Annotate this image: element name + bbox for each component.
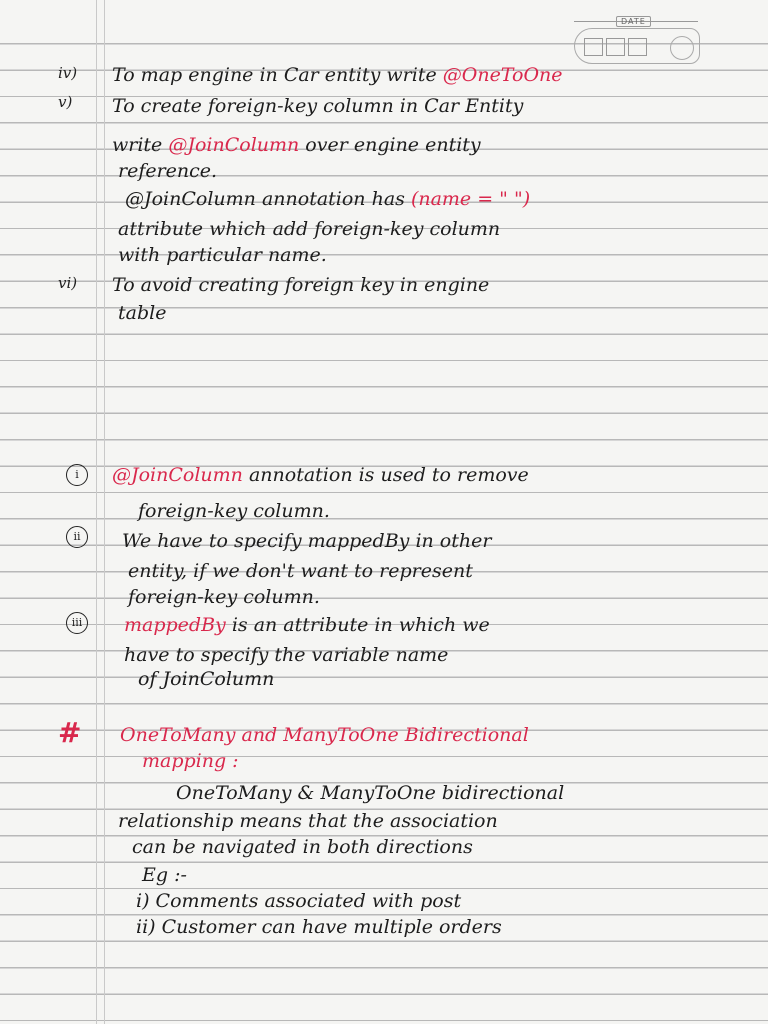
s1-line-5 [125, 188, 530, 210]
s3-body-line-4 [142, 864, 187, 886]
text-run: foreign-key column. [138, 500, 330, 522]
date-cell [628, 38, 647, 56]
s3-body-line-6 [136, 916, 502, 938]
text-run: foreign-key column. [128, 586, 320, 608]
s3-body-line-1 [176, 782, 564, 804]
marker-v: v) [58, 93, 73, 111]
s1-line-3 [112, 134, 481, 156]
circled-marker-ii: ii [66, 526, 88, 548]
marker-iv: iv) [58, 64, 78, 82]
text-run: have to specify the variable name [124, 644, 449, 666]
s1-line-1 [112, 64, 563, 86]
circled-marker-i: i [66, 464, 88, 486]
text-run: annotation is used to remove [242, 464, 529, 486]
s1-line-2 [112, 95, 523, 117]
s1-line-6 [118, 218, 500, 240]
text-run: over engine entity [299, 134, 481, 156]
margin-line-left [96, 0, 97, 1024]
text-run-red: mappedBy [124, 614, 226, 636]
s2-line-8 [138, 668, 274, 690]
body-text: ii) Customer can have multiple orders [136, 916, 502, 938]
s2-line-5 [128, 586, 320, 608]
hash-heading-mark: # [58, 716, 82, 749]
body-text: relationship means that the association [118, 810, 498, 832]
text-run-red: (name = " ") [410, 188, 531, 210]
s1-line-7 [118, 244, 327, 266]
s3-body-line-5 [136, 890, 461, 912]
text-run: entity, if we don't want to represent [128, 560, 473, 582]
s1-line-9 [118, 302, 166, 324]
margin-line-right [104, 0, 105, 1024]
text-run: To map engine in Car entity write [112, 64, 443, 86]
body-text: can be navigated in both directions [132, 836, 473, 858]
heading-text: OneToMany and ManyToOne Bidirectional [120, 724, 529, 746]
body-text: i) Comments associated with post [136, 890, 462, 912]
text-run: attribute which add foreign-key column [118, 218, 501, 240]
text-run-red: @JoinColumn [168, 134, 300, 156]
body-text: Eg :- [142, 864, 187, 886]
date-label: DATE [616, 16, 651, 27]
s1-line-4 [118, 160, 217, 182]
s2-line-4 [128, 560, 473, 582]
text-run: reference. [118, 160, 218, 182]
text-run: of JoinColumn [138, 668, 275, 690]
body-text: OneToMany & ManyToOne bidirectional [176, 782, 565, 804]
text-run-red: @OneToOne [442, 64, 563, 86]
text-run-red: @JoinColumn [112, 464, 243, 486]
date-box [574, 16, 704, 62]
heading-text: mapping : [142, 750, 239, 772]
s2-line-1 [112, 464, 529, 486]
s3-body-line-3 [132, 836, 473, 858]
circled-marker-iii: iii [66, 612, 88, 634]
text-run: table [118, 302, 167, 324]
s2-line-3 [122, 530, 491, 552]
text-run: with particular name. [118, 244, 327, 266]
s3-heading-line-1 [120, 724, 529, 746]
s2-line-2 [138, 500, 330, 522]
s3-heading-line-2 [142, 750, 239, 772]
text-run: To avoid creating foreign key in engine [112, 274, 490, 296]
text-run: @JoinColumn annotation has [125, 188, 411, 210]
s2-line-7 [124, 644, 448, 666]
text-run: To create foreign-key column in Car Entity [112, 95, 524, 117]
text-run: We have to specify mappedBy in other [122, 530, 492, 552]
s3-body-line-2 [118, 810, 498, 832]
date-cell [606, 38, 625, 56]
text-run: write [112, 134, 169, 156]
s2-line-6 [124, 614, 490, 636]
text-run: is an attribute in which we [225, 614, 490, 636]
marker-vi: vi) [58, 274, 78, 292]
date-cell [584, 38, 603, 56]
date-circle [670, 36, 694, 60]
s1-line-8 [112, 274, 489, 296]
